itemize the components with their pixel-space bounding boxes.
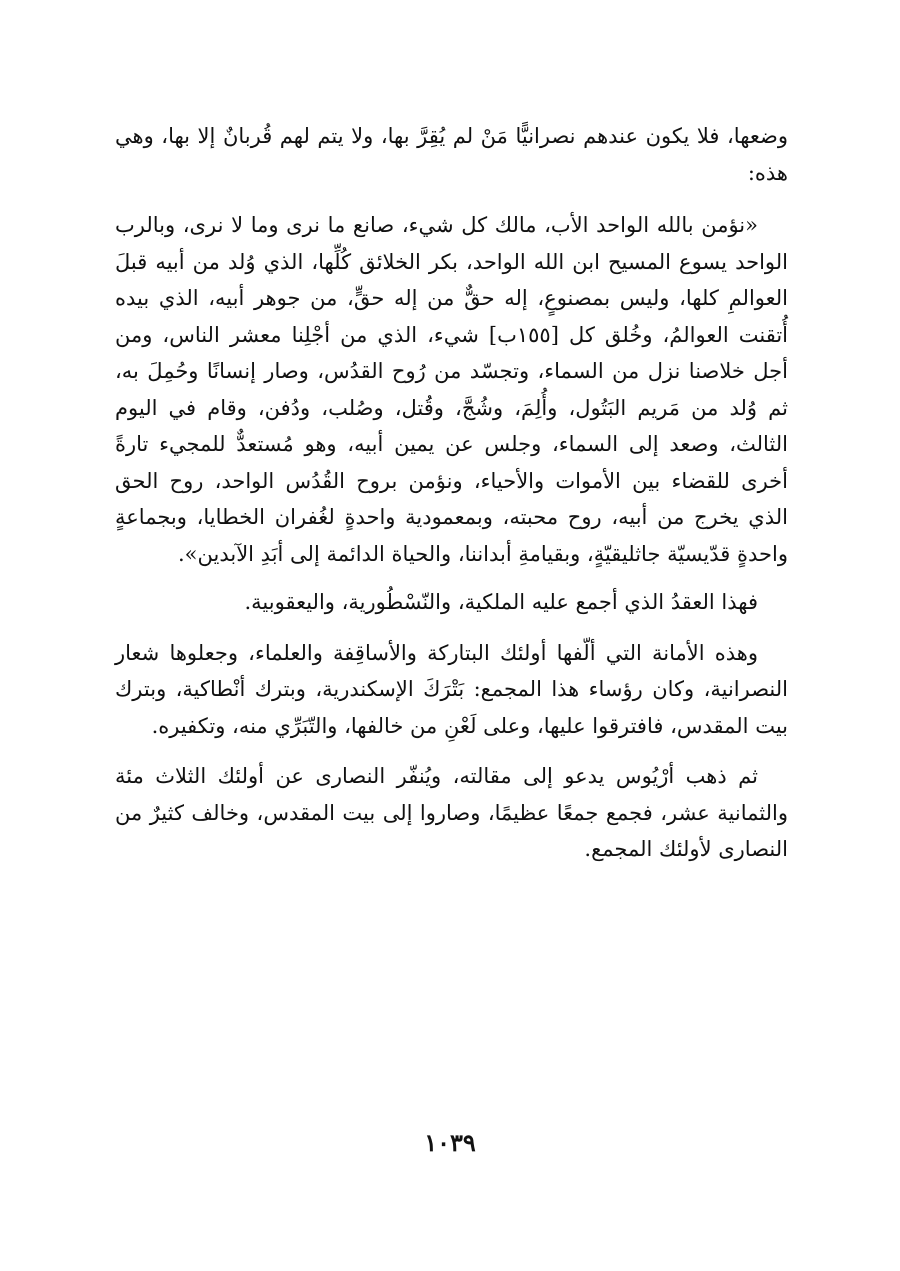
paragraph-creed: «نؤمن بالله الواحد الأب، مالك كل شيء، صانع ما نرى وما لا نرى، وبالرب الواحد يسوع المسيح ابن الله الواحد، بكر الخلائق كُلِّها، الذي وُلد من أبيه قبلَ العوالمِ كلها، وليس بمصنوعٍ، إله حقٌّ من إله حقٍّ، من جوهر أبيه، الذي بيده أُتقنت العوالمُ، وخُلق كل [١٥٥ب] شيء، الذي من أجْلِنا معشر الناس، ومن أجل خلاصنا نزل من السماء، وتجسّد من رُوح القدُس، وصار إنسانًا وحُمِلَ به، ثم وُلد من مَريم البَتُول، وأُلِمَ، وشُجَّ، وقُتل، وصُلب، ودُفن، وقام في اليوم الثالث، وصعد إلى السماء، وجلس عن يمين أبيه، وهو مُستعدٌّ للمجيء تارةً أخرى للقضاء بين الأموات والأحياء، ونؤمن بروح القُدُس الواحد، روح الحق الذي يخرج من أبيه، روح محبته، وبمعمودية واحدةٍ لغُفران الخطايا، وبجماعةٍ واحدةٍ قدّيسيّة جاثليقيّةٍ، وبقيامةِ أبداننا، والحياة الدائمة إلى أبَدِ الآبدين».: [115, 213, 789, 566]
paragraph-council: وهذه الأمانة التي ألّفها أولئك البتاركة والأساقِفة والعلماء، وجعلوها شعار النصرانية، وكان رؤساء هذا المجمع: بَتْرَكَ الإسكندرية، وبترك أنْطاكية، وبترك بيت المقدس، فافترقوا عليها، وعلى لَعْنِ من خالفها، والتّبَرِّي منه، وتكفيره.: [115, 640, 788, 738]
paragraph-arius: ثم ذهب أرْيُوس يدعو إلى مقالته، ويُنفّر النصارى عن أولئك الثلاث مئة والثمانية عشر، فجمع جمعًا عظيمًا، وصاروا إلى بيت المقدس، وخالف كثيرٌ من النصارى لأولئك المجمع.: [115, 764, 788, 861]
paragraph-creed-summary: فهذا العقدُ الذي أجمع عليه الملكية، والنّسْطُورية، واليعقوبية.: [244, 590, 758, 614]
paragraph-opening: وضعها، فلا يكون عندهم نصرانيًّا مَنْ لم يُقِرَّ بها، ولا يتم لهم قُربانٌ إلا بها، وهي هذه:: [115, 124, 788, 185]
page-number: ١٠٣٩: [424, 1128, 476, 1157]
page-body: [115, 118, 788, 868]
